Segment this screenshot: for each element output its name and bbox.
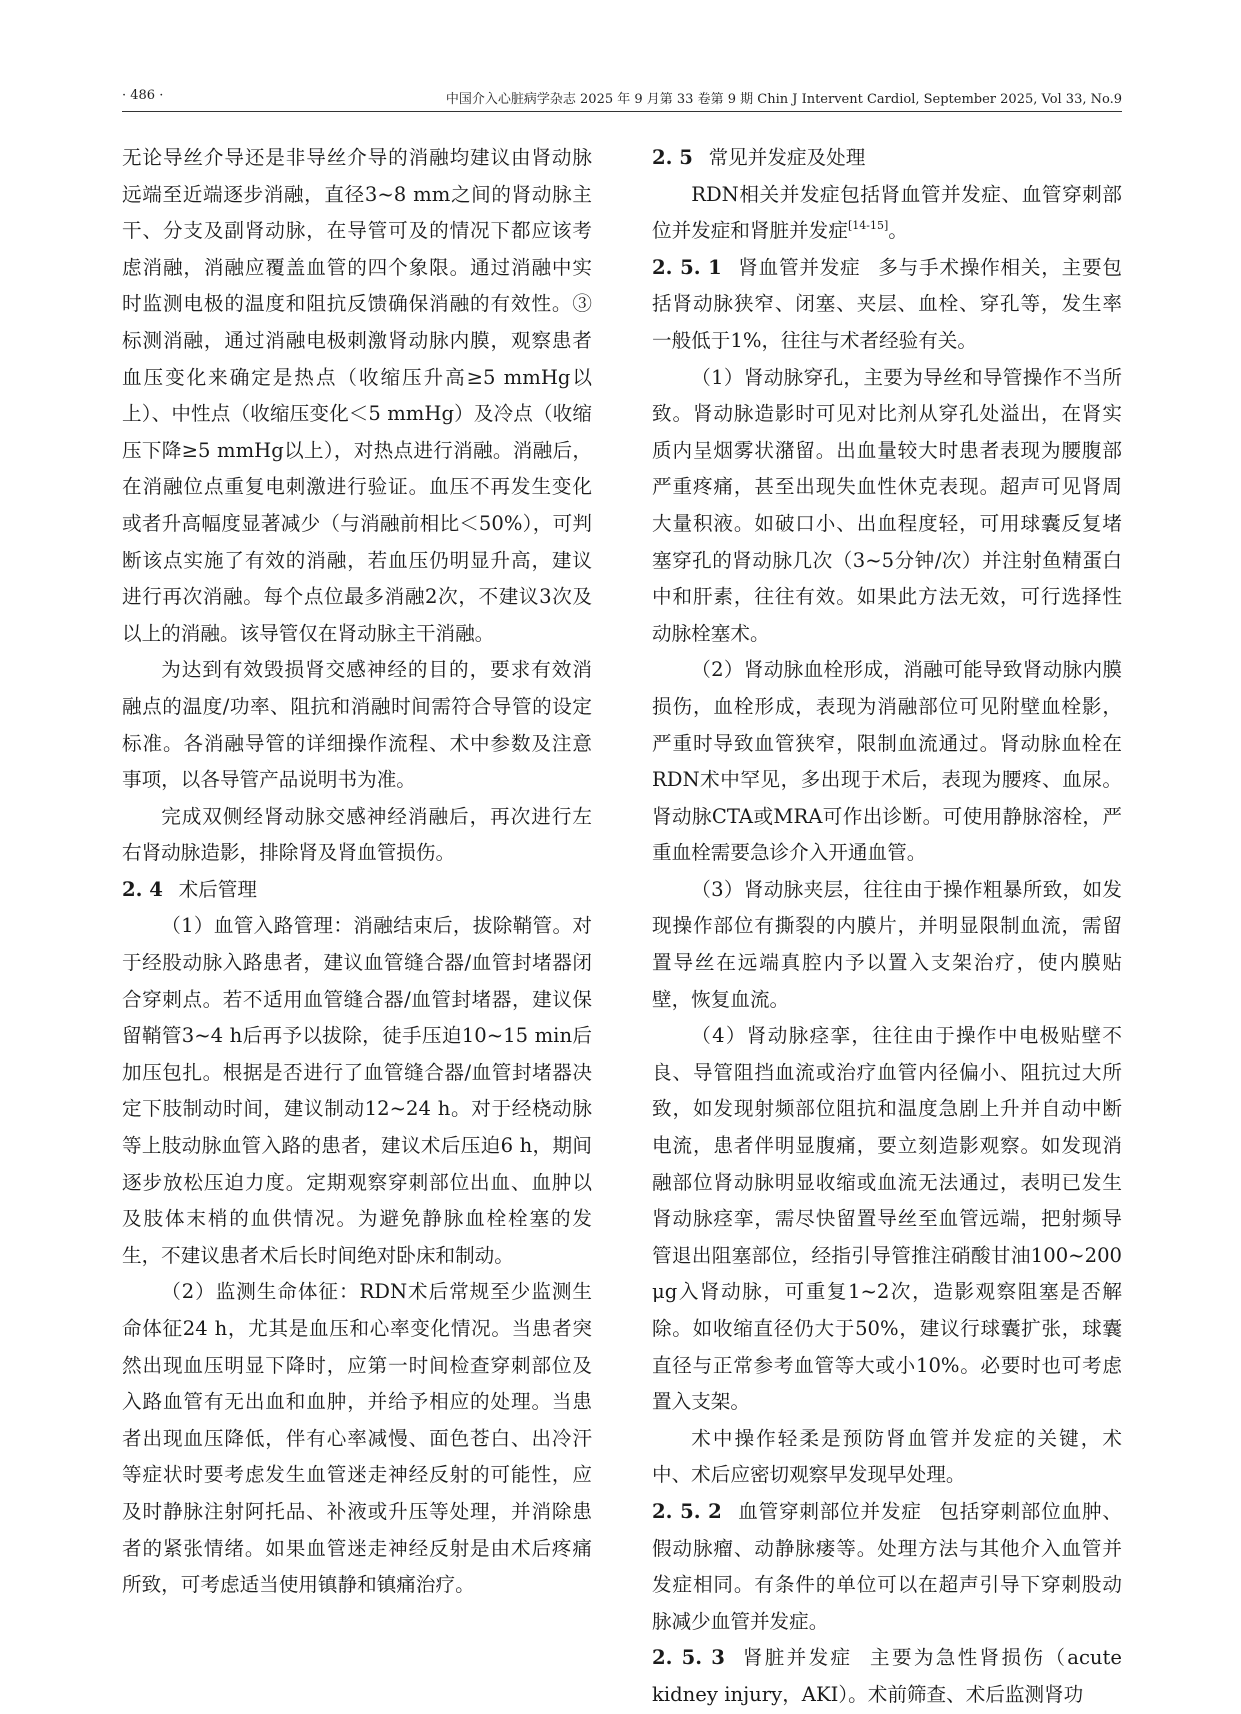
left-column [122, 140, 592, 1604]
subsection-title: 血管穿刺部位并发症 [737, 1499, 922, 1523]
section-number: 2. 4 [122, 877, 163, 901]
paragraph-text: RDN相关并发症包括肾血管并发症、血管穿刺部位并发症和肾脏并发症 [652, 182, 1122, 243]
paragraph [652, 177, 1122, 250]
subsection-number: 2. 5. 1 [652, 255, 722, 279]
subsection-number: 2. 5. 2 [652, 1499, 722, 1523]
subsection-title: 肾脏并发症 [740, 1646, 853, 1670]
paragraph: （1）血管入路管理：消融结束后，拔除鞘管。对于经股动脉入路患者，建议血管缝合器/血管封堵器闭合穿刺点。若不适用血管缝合器/血管封堵器，建议保留鞘管3~4 h后再予以拔除，徒手压迫10~15 min后加压包扎。根据是否进行了血管缝合器/血管封堵器决定下肢制动时间，建议制动12~24 h。对于经桡动脉等上肢动脉血管入路的患者，建议术后压迫6 h，期间逐步放松压迫力度。定期观察穿刺部位出血、血肿以及肢体末梢的血供情况。为避免静脉血栓栓塞的发生，不建议患者术后长时间绝对卧床和制动。 [122, 914, 592, 1267]
section-number: 2. 5 [652, 146, 693, 169]
paragraph: （1）肾动脉穿孔，主要为导丝和导管操作不当所致。肾动脉造影时可见对比剂从穿孔处溢出，在肾实质内呈烟雾状潴留。出血量较大时患者表现为腰腹部严重疼痛，甚至出现失血性休克表现。超声可见肾周大量积液。如破口小、出血程度轻，可用球囊反复堵塞穿孔的肾动脉几次（3~5分钟/次）并注射鱼精蛋白中和肝素，往往有效。如果此方法无效，可行选择性动脉栓塞术。 [652, 365, 1122, 645]
paragraph-text: 。 [888, 219, 908, 243]
paragraph-text: 多与手术操作相关，主要包括肾动脉狭窄、闭塞、夹层、血栓、穿孔等，发生率一般低于1%，往往与术者经验有关。 [652, 255, 1123, 352]
page-header [122, 88, 1122, 112]
header-rule [122, 111, 1122, 112]
paragraph: （2）监测生命体征：RDN术后常规至少监测生命体征24 h，尤其是血压和心率变化情况。当患者突然出现血压明显下降时，应第一时间检查穿刺部位及入路血管有无出血和血肿，并给予相应的处理。当患者出现血压降低，伴有心率减慢、面色苍白、出冷汗等症状时要考虑发生血管迷走神经反射的可能性，应及时静脉注射阿托品、补液或升压等处理，并消除患者的紧张情绪。如果血管迷走神经反射是由术后疼痛所致，可考虑适当使用镇静和镇痛治疗。 [122, 1280, 592, 1597]
subsection-2-5-1 [652, 250, 1122, 360]
paragraph: （2）肾动脉血栓形成，消融可能导致肾动脉内膜损伤，血栓形成，表现为消融部位可见附壁血栓影，严重时导致血管狭窄，限制血流通过。肾动脉血栓在RDN术中罕见，多出现于术后，表现为腰疼、血尿。肾动脉CTA或MRA可作出诊断。可使用静脉溶栓，严重血栓需要急诊介入开通血管。 [652, 658, 1122, 865]
right-column [652, 140, 1122, 1714]
section-heading-2-4 [122, 872, 592, 909]
paragraph: 为达到有效毁损肾交感神经的目的，要求有效消融点的温度/功率、阻抗和消融时间需符合导管的设定标准。各消融导管的详细操作流程、术中参数及注意事项，以各导管产品说明书为准。 [122, 658, 592, 792]
journal-info: 中国介入心脏病学杂志 2025 年 9 月第 33 卷第 9 期 Chin J Intervent Cardiol, September 2025, Vol 33, No.9 [445, 92, 1122, 107]
subsection-title: 肾血管并发症 [737, 255, 861, 279]
subsection-2-5-2 [652, 1494, 1122, 1640]
paragraph: 无论导丝介导还是非导丝介导的消融均建议由肾动脉远端至近端逐步消融，直径3~8 mm之间的肾动脉主干、分支及副肾动脉，在导管可及的情况下都应该考虑消融，消融应覆盖血管的四个象限。通过消融中实时监测电极的温度和阻抗反馈确保消融的有效性。③标测消融，通过消融电极刺激肾动脉内膜，观察患者血压变化来确定是热点（收缩压升高≥5 mmHg以上）、中性点（收缩压变化＜5 mmHg）及冷点（收缩压下降≥5 mmHg以上），对热点进行消融。消融后，在消融位点重复电刺激进行验证。血压不再发生变化或者升高幅度显著减少（与消融前相比＜50%），可判断该点实施了有效的消融，若血压仍明显升高，建议进行再次消融。每个点位最多消融2次，不建议3次及以上的消融。该导管仅在肾动脉主干消融。 [122, 146, 592, 645]
page-number: · 486 · [122, 88, 164, 103]
paragraph: 术中操作轻柔是预防肾血管并发症的关键，术中、术后应密切观察早发现早处理。 [652, 1426, 1122, 1487]
paragraph: （4）肾动脉痉挛，往往由于操作中电极贴壁不良、导管阻挡血流或治疗血管内径偏小、阻抗过大所致，如发现射频部位阻抗和温度急剧上升并自动中断电流，患者伴明显腹痛，要立刻造影观察。如发现消融部位肾动脉明显收缩或血流无法通过，表明已发生肾动脉痉挛，需尽快留置导丝至血管远端，把射频导管退出阻塞部位，经指引导管推注硝酸甘油100~200 μg入肾动脉，可重复1~2次，造影观察阻塞是否解除。如收缩直径仍大于50%，建议行球囊扩张，球囊直径与正常参考血管等大或小10%。必要时也可考虑置入支架。 [652, 1024, 1122, 1414]
section-heading-2-5 [652, 140, 1122, 177]
paragraph-text: 主要为急性肾损伤（acute kidney injury，AKI）。术前筛查、术后监测肾功 [652, 1646, 1123, 1706]
paragraph-text: 包括穿刺部位血肿、假动脉瘤、动静脉瘘等。处理方法与其他介入血管并发症相同。有条件的单位可以在超声引导下穿刺股动脉减少血管并发症。 [652, 1499, 1123, 1633]
paragraph: （3）肾动脉夹层，往往由于操作粗暴所致，如发现操作部位有撕裂的内膜片，并明显限制血流，需留置导丝在远端真腔内予以置入支架治疗，使内膜贴壁，恢复血流。 [652, 877, 1122, 1011]
subsection-2-5-3 [652, 1640, 1122, 1713]
paragraph: 完成双侧经肾动脉交感神经消融后，再次进行左右肾动脉造影，排除肾及肾血管损伤。 [122, 804, 592, 865]
section-title: 术后管理 [178, 877, 257, 901]
subsection-number: 2. 5. 3 [652, 1646, 725, 1670]
citation: [14-15] [847, 219, 889, 233]
section-title: 常见并发症及处理 [708, 146, 866, 169]
